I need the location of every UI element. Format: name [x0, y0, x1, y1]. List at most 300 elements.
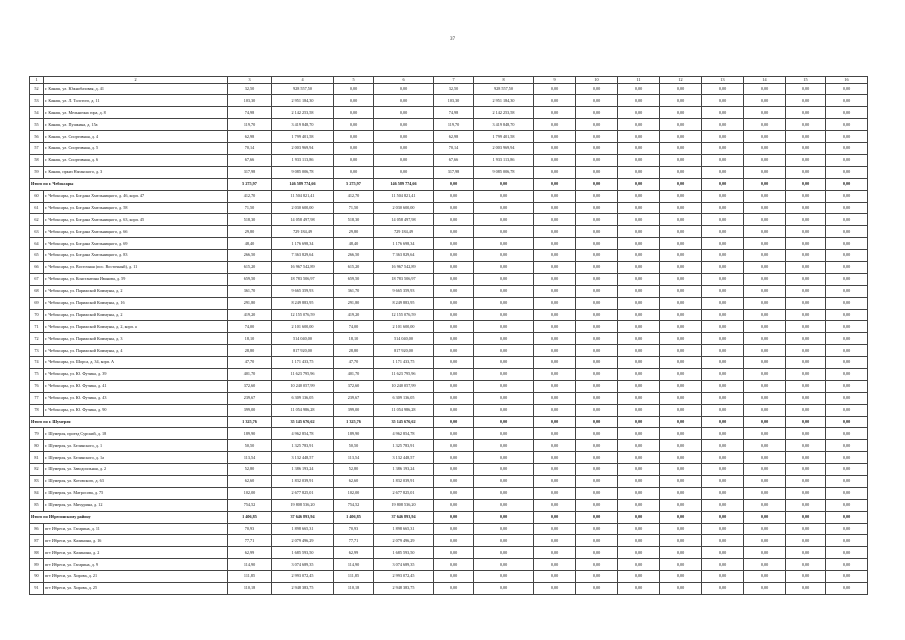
- row-number: 61: [30, 202, 44, 214]
- value-cell: 3 132 448,57: [374, 452, 434, 464]
- table-row: [30, 452, 868, 464]
- value-cell: 74,98: [434, 107, 474, 119]
- value-cell: 0,00: [534, 119, 576, 131]
- value-cell: 0,00: [434, 226, 474, 238]
- row-number: 52: [30, 83, 44, 95]
- value-cell: 0,00: [786, 285, 826, 297]
- value-cell: 0,00: [702, 368, 744, 380]
- subtotal-row: [30, 511, 868, 523]
- value-cell: 0,00: [744, 511, 786, 523]
- table-row: [30, 238, 868, 250]
- value-cell: 0,00: [826, 452, 868, 464]
- value-cell: 0,00: [702, 238, 744, 250]
- address-cell: г. Шумерля, ул. Матросова, д. 75: [44, 487, 228, 499]
- value-cell: 0,00: [744, 440, 786, 452]
- value-cell: 0,00: [744, 83, 786, 95]
- value-cell: 189,90: [228, 428, 272, 440]
- value-cell: 518,30: [334, 214, 374, 226]
- value-cell: 0,00: [576, 83, 618, 95]
- value-cell: 0,00: [826, 190, 868, 202]
- value-cell: 0,00: [534, 143, 576, 155]
- value-cell: 0,00: [744, 571, 786, 583]
- value-cell: 0,00: [744, 475, 786, 487]
- value-cell: 0,00: [786, 404, 826, 416]
- value-cell: 0,00: [660, 523, 702, 535]
- value-cell: 0,00: [826, 250, 868, 262]
- value-cell: 0,00: [474, 321, 534, 333]
- column-number-cell: 10: [576, 77, 618, 84]
- address-cell: г. Чебоксары, ул. Ю. Фучика, д. 39: [44, 368, 228, 380]
- housing-register-table: [29, 76, 868, 595]
- value-cell: 0,00: [702, 178, 744, 190]
- value-cell: 0,00: [618, 250, 660, 262]
- row-number: 89: [30, 559, 44, 571]
- value-cell: 71,50: [228, 202, 272, 214]
- value-cell: 19 808 536,20: [272, 499, 334, 511]
- value-cell: 2 079 496,29: [374, 535, 434, 547]
- row-number: 58: [30, 154, 44, 166]
- value-cell: 0,00: [534, 475, 576, 487]
- column-number-cell: 8: [474, 77, 534, 84]
- value-cell: 0,00: [660, 273, 702, 285]
- value-cell: 1 933 113,86: [272, 154, 334, 166]
- row-number: 64: [30, 238, 44, 250]
- value-cell: 16 967 542,89: [374, 261, 434, 273]
- value-cell: 0,00: [534, 95, 576, 107]
- value-cell: 19 808 536,20: [374, 499, 434, 511]
- table-row: [30, 368, 868, 380]
- value-cell: 0,00: [576, 119, 618, 131]
- value-cell: 0,00: [434, 250, 474, 262]
- value-cell: 0,00: [660, 261, 702, 273]
- value-cell: 0,00: [534, 178, 576, 190]
- value-cell: 70,93: [228, 523, 272, 535]
- value-cell: 0,00: [474, 559, 534, 571]
- table-row: [30, 107, 868, 119]
- value-cell: 0,00: [786, 368, 826, 380]
- row-number: 85: [30, 499, 44, 511]
- value-cell: 0,00: [660, 380, 702, 392]
- table-row: [30, 202, 868, 214]
- value-cell: 1 406,85: [228, 511, 272, 523]
- value-cell: 0,00: [702, 214, 744, 226]
- value-cell: 0,00: [434, 428, 474, 440]
- value-cell: 0,00: [702, 392, 744, 404]
- table-row: [30, 333, 868, 345]
- value-cell: 0,00: [660, 178, 702, 190]
- value-cell: 0,00: [744, 428, 786, 440]
- value-cell: 0,00: [618, 95, 660, 107]
- column-number-cell: 5: [334, 77, 374, 84]
- value-cell: 0,00: [474, 309, 534, 321]
- value-cell: 0,00: [434, 487, 474, 499]
- value-cell: 0,00: [534, 154, 576, 166]
- table-row: [30, 547, 868, 559]
- value-cell: 2 951 184,30: [272, 95, 334, 107]
- value-cell: 0,00: [826, 261, 868, 273]
- value-cell: 0,00: [702, 83, 744, 95]
- value-cell: 0,00: [826, 107, 868, 119]
- value-cell: 0,00: [786, 250, 826, 262]
- column-number-cell: 13: [702, 77, 744, 84]
- value-cell: 1 685 593,50: [272, 547, 334, 559]
- value-cell: 0,00: [744, 547, 786, 559]
- value-cell: 14 058 497,98: [374, 214, 434, 226]
- value-cell: 3 419 848,70: [272, 119, 334, 131]
- value-cell: 0,00: [702, 202, 744, 214]
- address-cell: г. Чебоксары, ул. Парижской Коммуны, д. 2: [44, 309, 228, 321]
- value-cell: 0,00: [474, 273, 534, 285]
- value-cell: 11 623 795,96: [374, 368, 434, 380]
- value-cell: 0,00: [374, 143, 434, 155]
- address-cell: г. Чебоксары, ул. Богдана Хмельницкого, д. 63, корп. 45: [44, 214, 228, 226]
- value-cell: 0,00: [474, 464, 534, 476]
- value-cell: 2 951 184,30: [474, 95, 534, 107]
- value-cell: 0,00: [826, 285, 868, 297]
- value-cell: 52,80: [228, 464, 272, 476]
- value-cell: 0,00: [434, 178, 474, 190]
- value-cell: 0,00: [434, 571, 474, 583]
- value-cell: 0,00: [744, 131, 786, 143]
- table-row: [30, 535, 868, 547]
- value-cell: 0,00: [534, 487, 576, 499]
- value-cell: 0,00: [618, 345, 660, 357]
- value-cell: 8 249 883,95: [374, 297, 434, 309]
- value-cell: 0,00: [618, 392, 660, 404]
- value-cell: 0,00: [534, 392, 576, 404]
- address-cell: г. Чебоксары, ул. Ю. Фучика, д. 90: [44, 404, 228, 416]
- value-cell: 2 677 825,01: [374, 487, 434, 499]
- value-cell: 0,00: [434, 523, 474, 535]
- value-cell: 0,00: [474, 226, 534, 238]
- value-cell: 0,00: [744, 345, 786, 357]
- value-cell: 0,00: [702, 547, 744, 559]
- value-cell: 0,00: [618, 333, 660, 345]
- value-cell: 0,00: [826, 238, 868, 250]
- value-cell: 0,00: [660, 107, 702, 119]
- address-cell: г. Чебоксары, ул. Богдана Хмельницкого, д. 58: [44, 202, 228, 214]
- value-cell: 0,00: [576, 547, 618, 559]
- value-cell: 0,00: [744, 499, 786, 511]
- subtotal-label: Итого по г. Чебоксары: [30, 178, 228, 190]
- value-cell: 0,00: [660, 392, 702, 404]
- row-number: 73: [30, 345, 44, 357]
- value-cell: 0,00: [534, 511, 576, 523]
- table-row: [30, 273, 868, 285]
- table-row: [30, 214, 868, 226]
- value-cell: 0,00: [534, 226, 576, 238]
- value-cell: 0,00: [474, 440, 534, 452]
- value-cell: 52,80: [334, 464, 374, 476]
- value-cell: 0,00: [702, 285, 744, 297]
- value-cell: 0,00: [618, 380, 660, 392]
- table-row: [30, 297, 868, 309]
- row-number: 76: [30, 380, 44, 392]
- value-cell: 0,00: [434, 547, 474, 559]
- value-cell: 0,00: [576, 464, 618, 476]
- value-cell: 1 406,85: [334, 511, 374, 523]
- value-cell: 0,00: [660, 285, 702, 297]
- row-number: 79: [30, 428, 44, 440]
- value-cell: 0,00: [434, 511, 474, 523]
- column-number-cell: 12: [660, 77, 702, 84]
- value-cell: 0,00: [826, 487, 868, 499]
- row-number: 74: [30, 357, 44, 369]
- table-row: [30, 261, 868, 273]
- value-cell: 0,00: [826, 404, 868, 416]
- value-cell: 0,00: [660, 83, 702, 95]
- value-cell: 32,50: [228, 83, 272, 95]
- column-number-cell: 7: [434, 77, 474, 84]
- value-cell: 5 275,97: [334, 178, 374, 190]
- value-cell: 0,00: [826, 214, 868, 226]
- value-cell: 0,00: [826, 464, 868, 476]
- value-cell: 74,00: [334, 321, 374, 333]
- value-cell: 0,00: [434, 345, 474, 357]
- row-number: 65: [30, 250, 44, 262]
- address-cell: г. Чебоксары, ул. Богдана Хмельницкого, д. 46, корп. 47: [44, 190, 228, 202]
- value-cell: 3 132 448,57: [272, 452, 334, 464]
- value-cell: 1 832 039,91: [272, 475, 334, 487]
- value-cell: 729 184,49: [374, 226, 434, 238]
- value-cell: 110,18: [228, 583, 272, 595]
- value-cell: 0,00: [786, 440, 826, 452]
- address-cell: г. Шумерля, ул. Мичурина, д. 12: [44, 499, 228, 511]
- table-row: [30, 131, 868, 143]
- value-cell: 0,00: [618, 238, 660, 250]
- value-cell: 0,00: [576, 511, 618, 523]
- value-cell: 0,00: [702, 416, 744, 428]
- value-cell: 0,00: [576, 321, 618, 333]
- value-cell: 1 933 113,86: [474, 154, 534, 166]
- value-cell: 2 079 496,29: [272, 535, 334, 547]
- value-cell: 5 275,97: [228, 178, 272, 190]
- value-cell: 0,00: [618, 202, 660, 214]
- value-cell: 0,00: [660, 202, 702, 214]
- value-cell: 0,00: [660, 357, 702, 369]
- value-cell: 0,00: [744, 190, 786, 202]
- value-cell: 0,00: [618, 297, 660, 309]
- value-cell: 0,00: [786, 95, 826, 107]
- value-cell: 0,00: [576, 107, 618, 119]
- value-cell: 0,00: [334, 154, 374, 166]
- value-cell: 0,00: [534, 404, 576, 416]
- value-cell: 0,00: [744, 523, 786, 535]
- value-cell: 0,00: [744, 250, 786, 262]
- value-cell: 0,00: [702, 440, 744, 452]
- value-cell: 0,00: [474, 475, 534, 487]
- table-row: [30, 345, 868, 357]
- value-cell: 0,00: [618, 464, 660, 476]
- value-cell: 0,00: [744, 404, 786, 416]
- value-cell: 0,00: [576, 202, 618, 214]
- value-cell: 0,00: [618, 440, 660, 452]
- value-cell: 0,00: [576, 535, 618, 547]
- value-cell: 0,00: [702, 499, 744, 511]
- value-cell: 0,00: [434, 273, 474, 285]
- value-cell: 67,66: [434, 154, 474, 166]
- value-cell: 32,50: [434, 83, 474, 95]
- value-cell: 0,00: [618, 535, 660, 547]
- value-cell: 28,80: [228, 345, 272, 357]
- value-cell: 119,70: [434, 119, 474, 131]
- value-cell: 0,00: [474, 416, 534, 428]
- value-cell: 0,00: [786, 475, 826, 487]
- value-cell: 47,70: [334, 357, 374, 369]
- value-cell: 0,00: [576, 285, 618, 297]
- value-cell: 4 962 854,78: [374, 428, 434, 440]
- table-row: [30, 309, 868, 321]
- value-cell: 0,00: [334, 83, 374, 95]
- table-row: [30, 559, 868, 571]
- value-cell: 0,00: [660, 143, 702, 155]
- value-cell: 0,00: [786, 143, 826, 155]
- row-number: 55: [30, 119, 44, 131]
- column-number-cell: 11: [618, 77, 660, 84]
- value-cell: 0,00: [786, 535, 826, 547]
- value-cell: 0,00: [474, 392, 534, 404]
- value-cell: 0,00: [702, 250, 744, 262]
- value-cell: 9 665 359,93: [272, 285, 334, 297]
- value-cell: 62,98: [434, 131, 474, 143]
- table-row: [30, 440, 868, 452]
- table-row: [30, 499, 868, 511]
- value-cell: 0,00: [702, 309, 744, 321]
- value-cell: 0,00: [434, 404, 474, 416]
- table-row: [30, 250, 868, 262]
- row-number: 75: [30, 368, 44, 380]
- value-cell: 0,00: [660, 238, 702, 250]
- value-cell: 0,00: [786, 202, 826, 214]
- address-cell: г. Чебоксары, ул. Шорса, д. 34, корп. А: [44, 357, 228, 369]
- value-cell: 0,00: [618, 83, 660, 95]
- value-cell: 0,00: [334, 131, 374, 143]
- value-cell: 0,00: [744, 333, 786, 345]
- value-cell: 67,66: [228, 154, 272, 166]
- value-cell: 0,00: [702, 261, 744, 273]
- value-cell: 0,00: [786, 499, 826, 511]
- value-cell: 11 054 986,28: [272, 404, 334, 416]
- value-cell: 0,00: [534, 464, 576, 476]
- value-cell: 0,00: [826, 475, 868, 487]
- value-cell: 0,00: [334, 166, 374, 178]
- value-cell: 0,00: [576, 499, 618, 511]
- value-cell: 0,00: [434, 285, 474, 297]
- address-cell: г. Канаш, ул. Л. Толстого, д. 11: [44, 95, 228, 107]
- value-cell: 0,00: [474, 190, 534, 202]
- address-cell: г. Чебоксары, ул. Ю. Фучика, д. 43: [44, 392, 228, 404]
- value-cell: 119,70: [228, 119, 272, 131]
- value-cell: 0,00: [702, 523, 744, 535]
- address-cell: г. Канаш, ул. Пушкина, д. 15а: [44, 119, 228, 131]
- value-cell: 0,00: [744, 368, 786, 380]
- value-cell: 0,00: [434, 238, 474, 250]
- value-cell: 0,00: [660, 368, 702, 380]
- table-row: [30, 392, 868, 404]
- value-cell: 103,30: [434, 95, 474, 107]
- value-cell: 1 898 665,31: [272, 523, 334, 535]
- row-number: 71: [30, 321, 44, 333]
- value-cell: 0,00: [744, 119, 786, 131]
- value-cell: 615,20: [228, 261, 272, 273]
- value-cell: 2 003 969,94: [272, 143, 334, 155]
- value-cell: 0,00: [434, 464, 474, 476]
- value-cell: 11 054 986,28: [374, 404, 434, 416]
- row-number: 67: [30, 273, 44, 285]
- value-cell: 0,00: [702, 583, 744, 595]
- value-cell: 0,00: [702, 559, 744, 571]
- value-cell: 0,00: [474, 285, 534, 297]
- value-cell: 0,00: [744, 261, 786, 273]
- row-number: 78: [30, 404, 44, 416]
- value-cell: 0,00: [786, 559, 826, 571]
- value-cell: 0,00: [434, 380, 474, 392]
- value-cell: 0,00: [702, 571, 744, 583]
- value-cell: 0,00: [618, 404, 660, 416]
- value-cell: 0,00: [826, 368, 868, 380]
- value-cell: 62,60: [334, 475, 374, 487]
- value-cell: 0,00: [660, 95, 702, 107]
- value-cell: 0,00: [826, 428, 868, 440]
- value-cell: 62,99: [228, 547, 272, 559]
- value-cell: 0,00: [786, 428, 826, 440]
- value-cell: 74,00: [228, 321, 272, 333]
- value-cell: 0,00: [618, 143, 660, 155]
- value-cell: 114,90: [334, 559, 374, 571]
- value-cell: 146 589 774,66: [374, 178, 434, 190]
- value-cell: 0,00: [744, 309, 786, 321]
- address-cell: г. Шумерля, ул. Заводоильная, д. 2: [44, 464, 228, 476]
- value-cell: 0,00: [474, 571, 534, 583]
- value-cell: 0,00: [618, 475, 660, 487]
- row-number: 53: [30, 95, 44, 107]
- value-cell: 102,00: [228, 487, 272, 499]
- value-cell: 0,00: [826, 345, 868, 357]
- value-cell: 0,00: [786, 297, 826, 309]
- row-number: 72: [30, 333, 44, 345]
- value-cell: 0,00: [660, 583, 702, 595]
- value-cell: 0,00: [660, 321, 702, 333]
- value-cell: 0,00: [374, 119, 434, 131]
- value-cell: 0,00: [576, 440, 618, 452]
- value-cell: 361,70: [228, 285, 272, 297]
- value-cell: 0,00: [618, 511, 660, 523]
- value-cell: 0,00: [744, 238, 786, 250]
- address-cell: г. Шумерля, ул. Белинского, д. 1: [44, 440, 228, 452]
- value-cell: 399,00: [334, 404, 374, 416]
- value-cell: 518,30: [228, 214, 272, 226]
- address-cell: г. Чебоксары, ул. Богдана Хмельницкого, д. 66: [44, 226, 228, 238]
- value-cell: 1 325 783,91: [374, 440, 434, 452]
- value-cell: 0,00: [702, 131, 744, 143]
- value-cell: 0,00: [826, 131, 868, 143]
- value-cell: 1 176 698,34: [272, 238, 334, 250]
- value-cell: 0,00: [786, 583, 826, 595]
- value-cell: 0,00: [618, 368, 660, 380]
- value-cell: 2 948 383,75: [374, 583, 434, 595]
- value-cell: 0,00: [786, 178, 826, 190]
- value-cell: 48,40: [228, 238, 272, 250]
- value-cell: 0,00: [660, 404, 702, 416]
- table-row: [30, 475, 868, 487]
- value-cell: 0,00: [576, 452, 618, 464]
- value-cell: 28,80: [334, 345, 374, 357]
- value-cell: 11 504 821,41: [272, 190, 334, 202]
- value-cell: 0,00: [786, 214, 826, 226]
- value-cell: 0,00: [826, 297, 868, 309]
- value-cell: 1 176 698,34: [374, 238, 434, 250]
- value-cell: 0,00: [474, 499, 534, 511]
